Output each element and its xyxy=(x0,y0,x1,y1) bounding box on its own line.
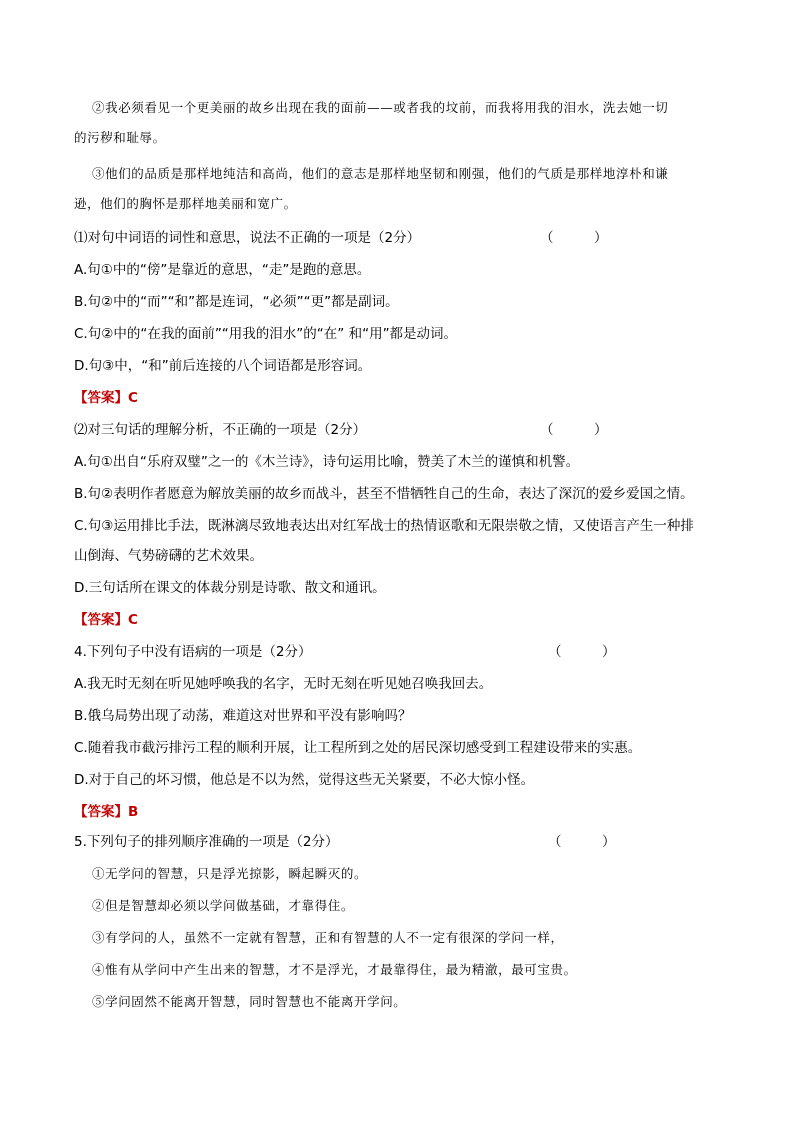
option-c: C.句③运用排比手法，既淋漓尽致地表达出对红军战士的热情讴歌和无限崇敬之情，又使语言产生一种排 xyxy=(74,518,694,534)
answer-value: C xyxy=(128,390,138,406)
question-3-2-stem: ⑵对三句话的理解分析，不正确的一项是（2分） xyxy=(74,422,367,438)
option-b: B.句②表明作者愿意为解放美丽的故乡而战斗，甚至不惜牺牲自己的生命，表达了深沉的爱乡爱国之情。 xyxy=(74,486,694,502)
option-b: B.句②中的“而”“和”都是连词，“必须”“更”都是副词。 xyxy=(74,294,399,310)
option-b: B.俄乌局势出现了动荡，难道这对世界和平没有影响吗？ xyxy=(74,708,412,724)
answer-blank: （ ） xyxy=(548,644,616,660)
passage-sentence-3-cont: 逊，他们的胸怀是那样地美丽和宽广。 xyxy=(74,196,297,211)
option-c: C.随着我市截污排污工程的顺利开展，让工程所到之处的居民深切感受到工程建设带来的实惠。 xyxy=(74,740,642,756)
answer-line xyxy=(74,802,138,822)
answer-label: 【答案】 xyxy=(74,612,128,628)
question-5-stem: 5.下列句子的排列顺序准确的一项是（2分） xyxy=(74,834,339,850)
passage-sentence-2: ②我必须看见一个更美丽的故乡出现在我的面前——或者我的坟前，而我将用我的泪水，洗去她一切 xyxy=(92,100,669,115)
answer-label: 【答案】 xyxy=(74,804,128,820)
passage-sentence-2-cont: 的污秽和耻辱。 xyxy=(74,130,166,145)
option-a: A.句①中的“傍”是靠近的意思，“走”是跑的意思。 xyxy=(74,262,371,278)
answer-blank: （ ） xyxy=(540,422,608,438)
question-4-stem: 4.下列句子中没有语病的一项是（2分） xyxy=(74,644,312,660)
answer-line xyxy=(74,610,138,630)
option-d: D.句③中，“和”前后连接的八个词语都是形容词。 xyxy=(74,358,372,374)
answer-value: C xyxy=(128,612,138,628)
sentence-4: ④惟有从学问中产生出来的智慧，才不是浮光，才最靠得住，最为精澈，最可宝贵。 xyxy=(92,962,577,977)
answer-blank: （ ） xyxy=(548,834,616,850)
sentence-1: ①无学问的智慧，只是浮光掠影，瞬起瞬灭的。 xyxy=(92,866,368,881)
passage-sentence-3: ③他们的品质是那样地纯洁和高尚，他们的意志是那样地坚韧和刚强，他们的气质是那样地淳朴和谦 xyxy=(92,166,669,181)
answer-label: 【答案】 xyxy=(74,390,128,406)
option-a: A.句①出自“乐府双璧”之一的《木兰诗》，诗句运用比喻，赞美了木兰的谨慎和机警。 xyxy=(74,454,580,470)
option-a: A.我无时无刻在听见她呼唤我的名字，无时无刻在听见她召唤我回去。 xyxy=(74,676,493,692)
option-d: D.三句话所在课文的体裁分别是诗歌、散文和通讯。 xyxy=(74,580,386,596)
sentence-2: ②但是智慧却必须以学问做基础，才靠得住。 xyxy=(92,898,355,913)
sentence-5: ⑤学问固然不能离开智慧，同时智慧也不能离开学问。 xyxy=(92,994,407,1009)
option-d: D.对于自己的坏习惯，他总是不以为然，觉得这些无关紧要，不必大惊小怪。 xyxy=(74,772,535,788)
answer-value: B xyxy=(128,804,139,820)
sentence-3: ③有学问的人，虽然不一定就有智慧，正和有智慧的人不一定有很深的学问一样， xyxy=(92,930,564,945)
answer-line xyxy=(74,388,138,408)
question-3-1-stem: ⑴对句中词语的词性和意思，说法不正确的一项是（2分） xyxy=(74,230,421,246)
option-c-cont: 山倒海、气势磅礴的艺术效果。 xyxy=(74,548,263,564)
answer-blank: （ ） xyxy=(540,230,608,246)
option-c: C.句②中的“在我的面前”“用我的泪水”的“在” 和“用”都是动词。 xyxy=(74,326,458,342)
